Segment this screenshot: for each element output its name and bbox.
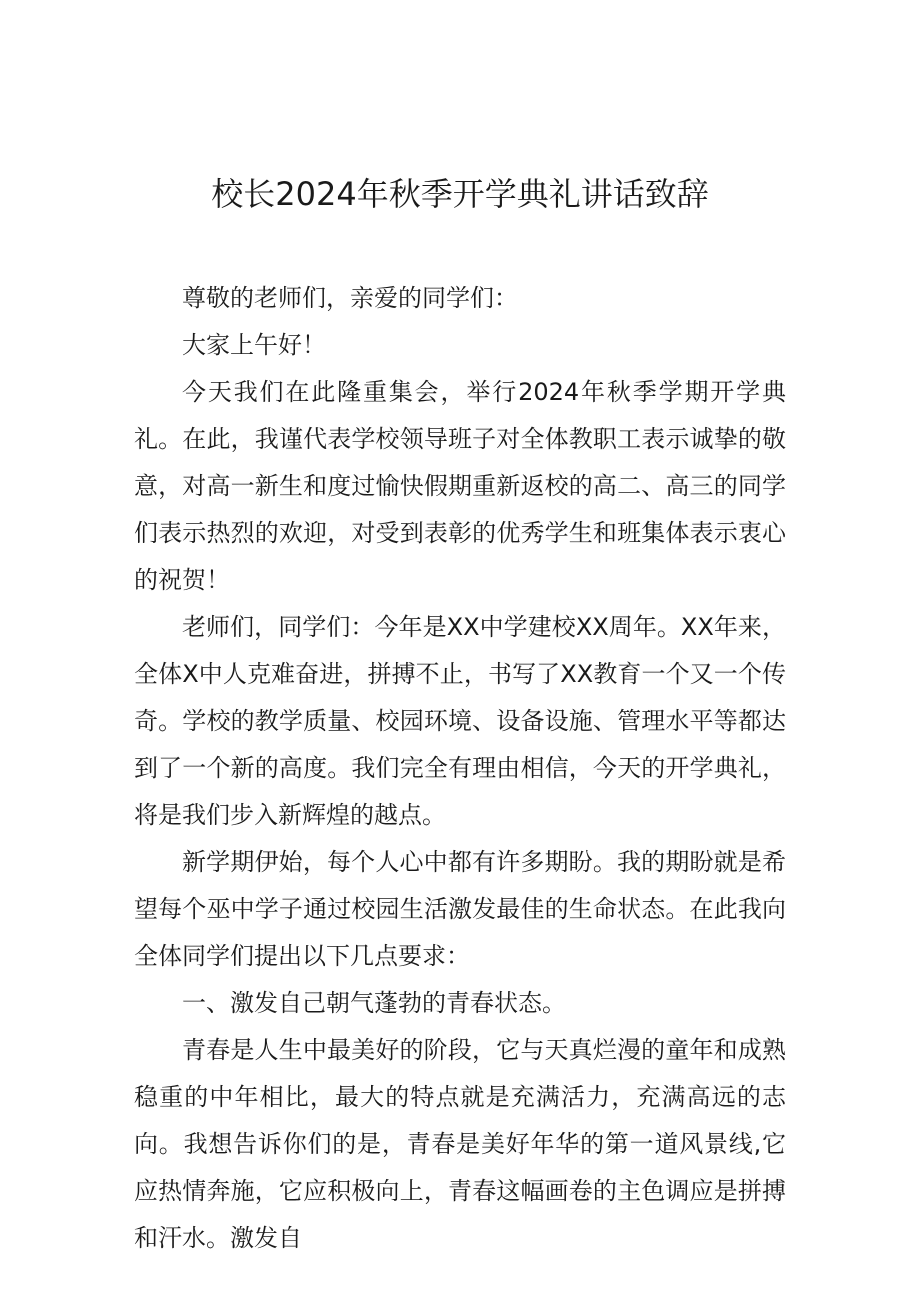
body-paragraph: 今天我们在此隆重集会，举行2024年秋季学期开学典礼。在此，我谨代表学校领导班子对全体教职工表示诚挚的敬意，对高一新生和度过愉快假期重新返校的高二、高三的同学们表示热烈的欢迎，对受到表彰的优秀学生和班集体表示衷心的祝贺！: [134, 378, 786, 594]
body-paragraph: 老师们，同学们：今年是XX中学建校XX周年。XX年来，全体X中人克难奋进，拼搏不止，书写了XX教育一个又一个传奇。学校的教学质量、校园环境、设备设施、管理水平等都达到了一个新的高度。我们完全有理由相信，今天的开学典礼，将是我们步入新辉煌的越点。: [134, 613, 786, 829]
body-paragraph: 青春是人生中最美好的阶段，它与天真烂漫的童年和成熟稳重的中年相比，最大的特点就是充满活力，充满高远的志向。我想告诉你们的是，青春是美好年华的第一道风景线,它应热情奔施，它应积极向上，青春这幅画卷的主色调应是拼搏和汗水。激发自: [134, 1036, 786, 1252]
salutation-paragraph: 尊敬的老师们，亲爱的同学们：: [182, 284, 518, 312]
body-paragraph: 新学期伊始，每个人心中都有许多期盼。我的期盼就是希望每个巫中学子通过校园生活激发最佳的生命状态。在此我向全体同学们提出以下几点要求：: [134, 848, 786, 970]
document-body: [134, 275, 786, 1262]
document-title: 校长2024年秋季开学典礼讲话致辞: [211, 175, 709, 213]
greeting-paragraph: 大家上午好！: [182, 331, 326, 359]
section-heading: 一、激发自己朝气蓬勃的青春状态。: [182, 989, 566, 1017]
